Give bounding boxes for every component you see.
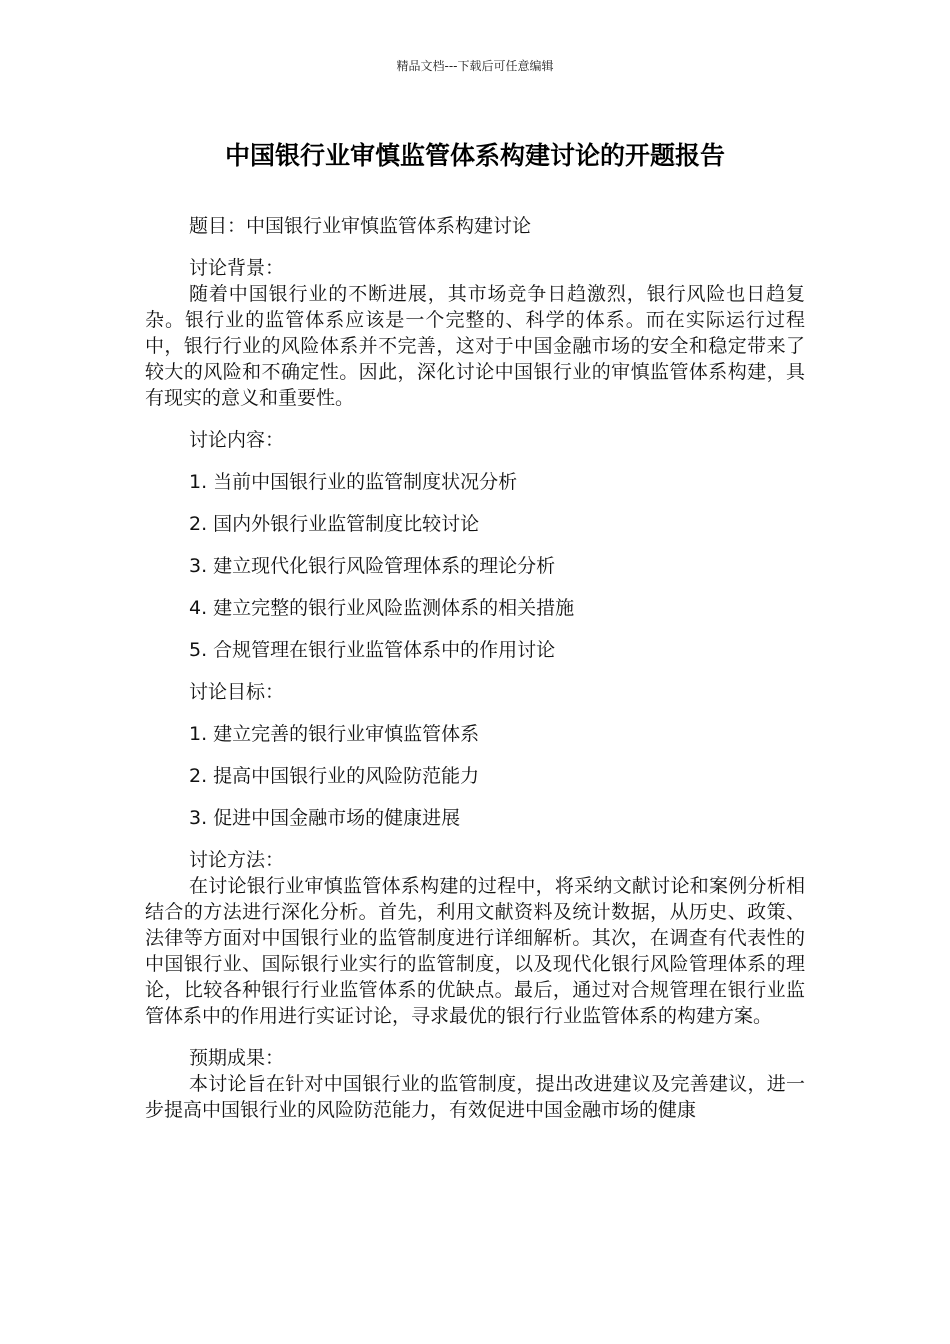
background-paragraph: 随着中国银行业的不断进展，其市场竞争日趋激烈，银行风险也日趋复杂。银行业的监管体系应该是一个完整的、科学的体系。而在实际运行过程中，银行行业的风险体系并不完善，这对于中国金融市场的安全和稳定带来了较大的风险和不确定性。因此，深化讨论中国银行业的审慎监管体系构建，具有现实的意义和重要性。 <box>145 283 805 409</box>
goals-heading: 讨论目标： <box>189 681 285 703</box>
content-heading: 讨论内容： <box>189 429 285 451</box>
topic-line: 题目：中国银行业审慎监管体系构建讨论 <box>189 215 532 237</box>
results-heading: 预期成果： <box>189 1047 285 1069</box>
method-heading: 讨论方法： <box>189 849 285 871</box>
document-body <box>145 213 805 1123</box>
content-item: 4. 建立完整的银行业风险监测体系的相关措施 <box>189 597 575 619</box>
content-item: 5. 合规管理在银行业监管体系中的作用讨论 <box>189 639 556 661</box>
goal-item: 3. 促进中国金融市场的健康进展 <box>189 807 461 829</box>
content-item: 3. 建立现代化银行风险管理体系的理论分析 <box>189 555 556 577</box>
goal-item: 1. 建立完善的银行业审慎监管体系 <box>189 723 480 745</box>
background-heading: 讨论背景： <box>189 257 285 279</box>
header-note: 精品文档---下载后可任意编辑 <box>396 59 554 73</box>
content-item: 2. 国内外银行业监管制度比较讨论 <box>189 513 480 535</box>
goal-item: 2. 提高中国银行业的风险防范能力 <box>189 765 480 787</box>
document-title: 中国银行业审慎监管体系构建讨论的开题报告 <box>224 141 725 170</box>
content-item: 1. 当前中国银行业的监管制度状况分析 <box>189 471 518 493</box>
method-paragraph: 在讨论银行业审慎监管体系构建的过程中，将采纳文献讨论和案例分析相结合的方法进行深化分析。首先，利用文献资料及统计数据，从历史、政策、法律等方面对中国银行业的监管制度进行详细解析。其次，在调查有代表性的中国银行业、国际银行业实行的监管制度，以及现代化银行风险管理体系的理论，比较各种银行行业监管体系的优缺点。最后，通过对合规管理在银行业监管体系中的作用进行实证讨论，寻求最优的银行行业监管体系的构建方案。 <box>145 875 805 1027</box>
results-paragraph: 本讨论旨在针对中国银行业的监管制度，提出改进建议及完善建议，进一步提高中国银行业的风险防范能力，有效促进中国金融市场的健康 <box>145 1073 805 1121</box>
